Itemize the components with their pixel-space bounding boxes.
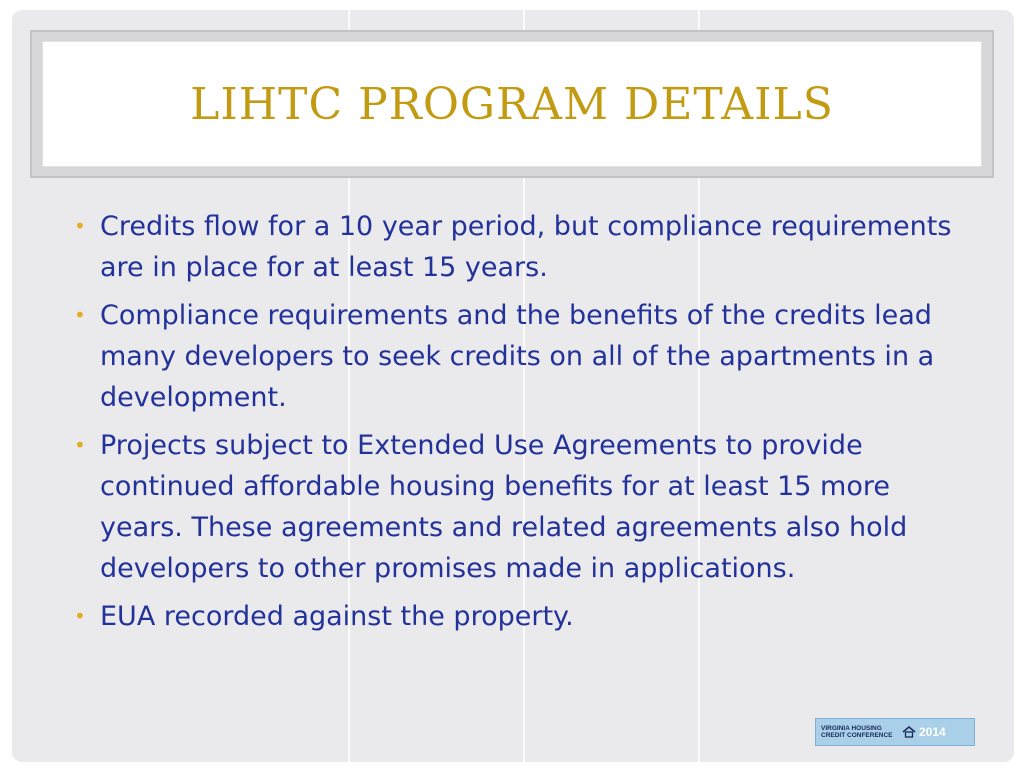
bullet-item [74,425,962,589]
conference-logo [815,718,975,746]
bullet-marker: • [74,214,86,238]
bullet-marker: • [74,604,86,628]
bullet-list [74,206,962,644]
title-box [42,41,982,167]
bullet-text: EUA recorded against the property. [100,601,574,632]
slide [12,10,1014,762]
bullet-item [74,295,962,418]
slide-title: LIHTC PROGRAM DETAILS [190,78,834,130]
logo-line: VIRGINIA HOUSING [821,725,882,732]
logo-line: CREDIT CONFERENCE [821,732,893,739]
logo-text [821,725,899,739]
bullet-text: Projects subject to Extended Use Agreements to provide continued affordable housing benefits for at least 15 more years. These agreements and related agreements also hold developers to other promises made in applications. [100,430,908,584]
bullet-item [74,596,962,637]
title-frame [30,30,994,178]
bullet-text: Credits flow for a 10 year period, but compliance requirements are in place for at least 15 years. [100,211,952,283]
bullet-marker: • [74,433,86,457]
bullet-item [74,206,962,288]
bullet-marker: • [74,303,86,327]
bullet-text: Compliance requirements and the benefits of the credits lead many developers to seek credits on all of the apartments in a development. [100,300,935,413]
logo-year: 2014 [919,725,946,739]
house-icon [902,725,916,739]
